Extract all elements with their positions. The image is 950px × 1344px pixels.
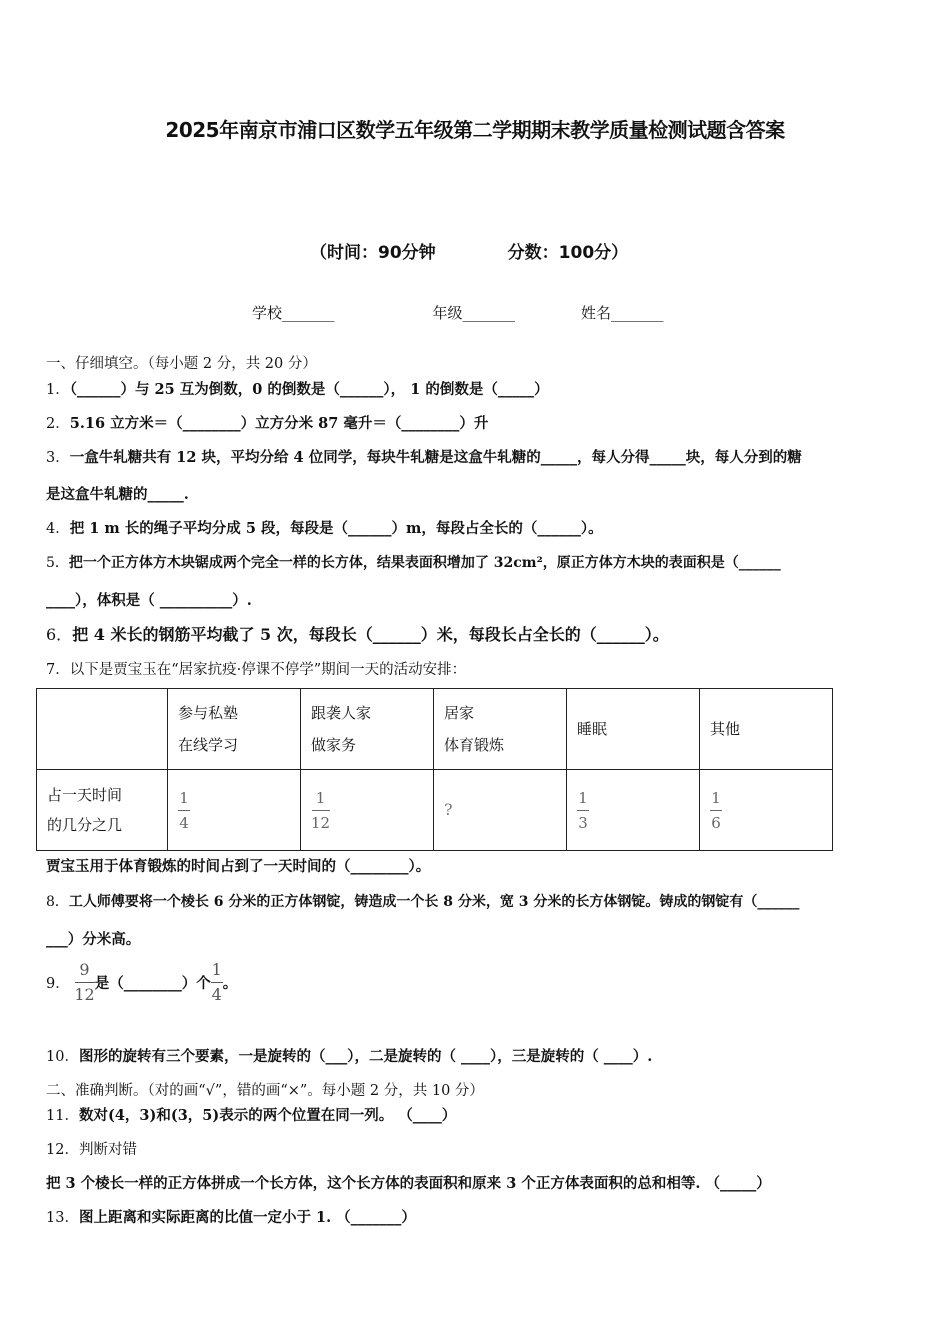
- question-number: 8．: [46, 894, 69, 910]
- question-text: 工人师傅要将一个棱长 6 分米的正方体钢锭，铸造成一个长 8 分米，宽 3 分米的长方体钢锭。铸成的钢锭有（______: [68, 894, 800, 910]
- page-title: 2025年南京市浦口区数学五年级第二学期期末教学质量检测试题含答案: [165, 118, 785, 142]
- header-cell-sleep: 睡眠: [567, 689, 700, 770]
- question-number: 5．: [46, 555, 69, 571]
- question-text: 是（________）个: [94, 975, 211, 992]
- denominator: 3: [578, 813, 588, 832]
- fraction: [710, 788, 722, 833]
- question-text: 把 1 m 长的绳子平均分成 5 段，每段是（______）m，每段占全长的（______）。: [69, 520, 603, 537]
- question-9: [46, 960, 237, 1005]
- question-3-continued: [46, 483, 189, 504]
- denominator: 4: [179, 813, 189, 832]
- question-number: 4．: [46, 521, 70, 537]
- school-field[interactable]: 学校_______: [252, 304, 335, 322]
- question-number: 7．: [46, 662, 70, 678]
- question-3: [46, 446, 802, 467]
- question-text: 贾宝玉用于体育锻炼的时间占到了一天时间的（________）。: [46, 858, 431, 875]
- question-text: 以下是贾宝玉在“居家抗疫·停课不停学”期间一天的活动安排：: [69, 662, 467, 678]
- header-cell-study: [168, 689, 301, 770]
- question-5-continued: [46, 589, 252, 610]
- numerator: 1: [315, 788, 326, 807]
- question-text: ___）分米高。: [46, 931, 141, 948]
- time-limit: （时间：90分钟: [310, 243, 436, 263]
- row-label-line: 的几分之几: [47, 816, 123, 834]
- question-number: 10．: [46, 1049, 79, 1065]
- fraction: [577, 788, 589, 833]
- denominator: 12: [74, 985, 95, 1004]
- question-text: 图形的旋转有三个要素，一是旋转的（___），二是旋转的（ ____），三是旋转的（ ____）.: [78, 1048, 653, 1065]
- question-12: [46, 1138, 137, 1159]
- question-8: [46, 891, 799, 911]
- denominator: 4: [211, 985, 222, 1004]
- question-text: 一盒牛轧糖共有 12 块，平均分给 4 位同学，每块牛轧糖是这盒牛轧糖的_____，每人分得_____块，每人分到的糖: [69, 449, 802, 466]
- header-line: 参与私塾: [178, 704, 239, 722]
- row-label-line: 占一天时间: [47, 786, 123, 804]
- numerator: 1: [578, 788, 588, 807]
- question-text: 是这盒牛轧糖的_____.: [46, 486, 189, 503]
- header-line: 跟袭人家: [311, 704, 372, 722]
- row-label-cell: [37, 770, 168, 851]
- question-11: [46, 1104, 456, 1125]
- unknown-mark: ?: [444, 800, 453, 819]
- question-text: （______）与 25 互为倒数，0 的倒数是（______）， 1 的倒数是（_____）: [69, 381, 549, 398]
- question-text: 5.16 立方米＝（________）立方分米 87 毫升＝（________）升: [69, 415, 489, 432]
- numerator: 1: [211, 960, 222, 979]
- header-line: 做家务: [311, 736, 357, 754]
- question-6: [46, 622, 669, 645]
- question-text: 把 4 米长的钢筋平均截了 5 次，每段长（______）米，每段长占全长的（______）。: [72, 625, 669, 644]
- denominator: 12: [311, 813, 331, 832]
- question-number: 13．: [46, 1210, 79, 1226]
- question-10: [46, 1045, 652, 1066]
- fraction: [311, 788, 330, 833]
- section-heading-2: 二、准确判断。（对的画“√”，错的画“×”。每小题 2 分，共 10 分）: [46, 1083, 484, 1099]
- question-7-followup: [46, 855, 430, 876]
- fraction-cell: [301, 770, 434, 851]
- question-2: [46, 412, 488, 433]
- numerator: 9: [79, 960, 90, 979]
- name-field[interactable]: 姓名_______: [581, 304, 664, 322]
- fraction-cell: [567, 770, 700, 851]
- question-number: 3．: [46, 450, 70, 466]
- question-4: [46, 517, 603, 538]
- total-score: 分数：100分）: [507, 243, 629, 263]
- header-line: 在线学习: [178, 736, 239, 754]
- grade-field[interactable]: 年级_______: [432, 304, 516, 322]
- header-cell-exercise: [434, 689, 567, 770]
- question-5: [46, 552, 781, 572]
- fraction-cell: [434, 770, 567, 851]
- table-row: [37, 770, 833, 851]
- fraction-cell: [700, 770, 833, 851]
- header-cell-blank: [37, 689, 168, 770]
- fraction: [178, 788, 190, 833]
- header-line: 体育锻炼: [444, 736, 505, 754]
- question-text: 判断对错: [78, 1142, 137, 1158]
- activity-table: [36, 688, 833, 851]
- numerator: 1: [179, 788, 189, 807]
- student-fields: [252, 302, 664, 323]
- question-text: 数对(4，3)和(3，5)表示的两个位置在同一列。 （____）: [78, 1107, 457, 1124]
- question-1: [46, 378, 549, 399]
- exam-meta: [310, 238, 628, 263]
- question-12-body: [46, 1172, 771, 1193]
- question-8-continued: [46, 928, 140, 949]
- fraction: [74, 960, 94, 1005]
- question-13: [46, 1206, 416, 1227]
- question-text: 把一个正方体方木块锯成两个完全一样的长方体，结果表面积增加了 32cm²，原正方体方木块的表面积是（______: [68, 555, 781, 571]
- question-number: 11．: [46, 1108, 79, 1124]
- question-number: 6．: [46, 625, 73, 644]
- section-heading-1: 一、仔细填空。（每小题 2 分，共 20 分）: [46, 356, 317, 372]
- question-number: 2．: [46, 416, 70, 432]
- question-text: ____），体积是（ __________）.: [46, 592, 252, 609]
- header-line: 居家: [444, 704, 475, 722]
- question-text-end: 。: [222, 975, 238, 992]
- question-text: 图上距离和实际距离的比值一定小于 1. （_______）: [78, 1209, 416, 1226]
- header-cell-housework: [301, 689, 434, 770]
- numerator: 1: [711, 788, 721, 807]
- fraction-cell: [168, 770, 301, 851]
- question-number: 9．: [46, 976, 70, 992]
- header-cell-other: 其他: [700, 689, 833, 770]
- question-number: 1．: [46, 382, 70, 398]
- question-number: 12．: [46, 1142, 79, 1158]
- fraction: [211, 960, 223, 1005]
- question-7: [46, 658, 466, 679]
- question-text: 把 3 个棱长一样的正方体拼成一个长方体，这个长方体的表面积和原来 3 个正方体表面积的总和相等. （_____）: [46, 1175, 771, 1192]
- table-header-row: [37, 689, 833, 770]
- denominator: 6: [711, 813, 721, 832]
